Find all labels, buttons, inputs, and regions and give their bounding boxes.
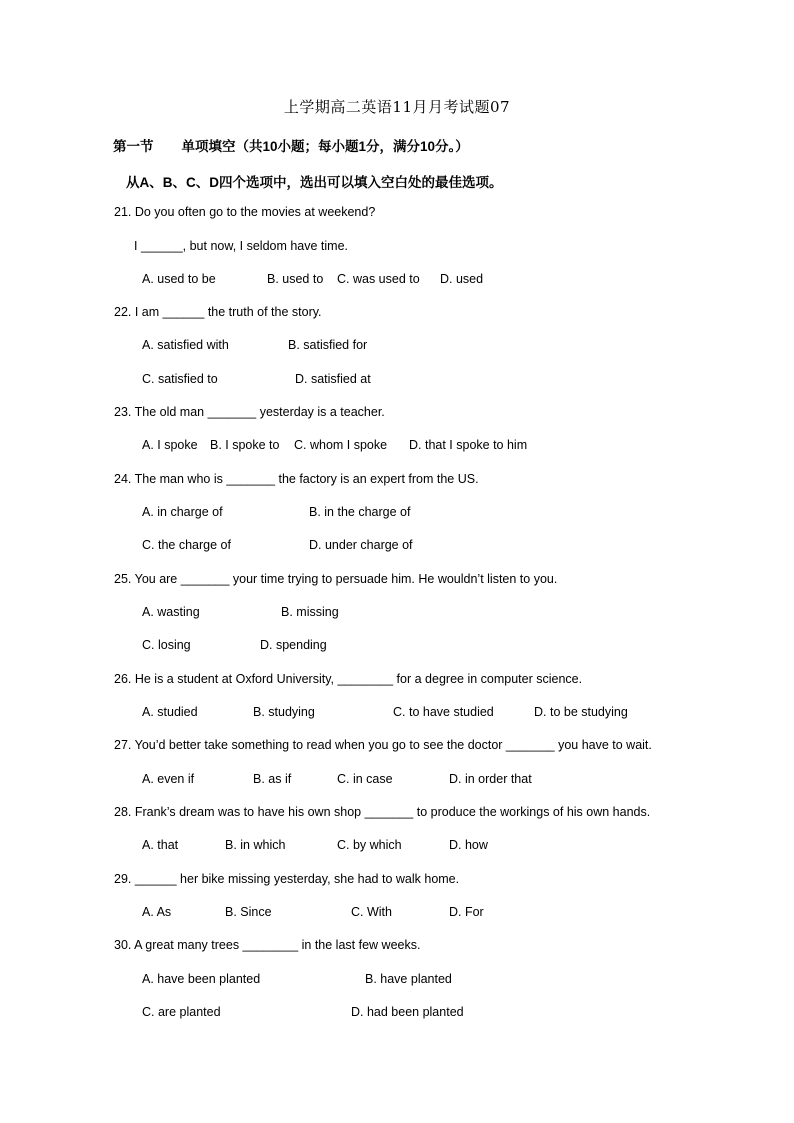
option-22-a[interactable]: A. satisfied with [142, 338, 229, 352]
section-label: 第一节 [113, 139, 154, 154]
option-25-c[interactable]: C. losing [142, 638, 191, 652]
option-24-c[interactable]: C. the charge of [142, 538, 231, 552]
option-30-a[interactable]: A. have been planted [142, 972, 261, 986]
option-25-d[interactable]: D. spending [260, 638, 327, 652]
option-26-a[interactable]: A. studied [142, 705, 198, 719]
option-23-d[interactable]: D. that I spoke to him [409, 438, 528, 452]
option-23-a[interactable]: A. I spoke [142, 438, 198, 452]
option-26-c[interactable]: C. to have studied [393, 705, 494, 719]
option-27-a[interactable]: A. even if [142, 772, 195, 786]
option-25-a[interactable]: A. wasting [142, 605, 200, 619]
option-24-b[interactable]: B. in the charge of [309, 505, 411, 519]
option-24-d[interactable]: D. under charge of [309, 538, 413, 552]
option-23-b[interactable]: B. I spoke to [210, 438, 280, 452]
section-description: 单项填空（共10小题；每小题1分，满分10分。） [181, 139, 469, 154]
option-29-b[interactable]: B. Since [225, 905, 272, 919]
option-21-a[interactable]: A. used to be [142, 272, 216, 286]
question-stem-30: 30. A great many trees ________ in the last few weeks. [114, 938, 421, 952]
question-stem-22: 22. I am ______ the truth of the story. [114, 305, 322, 319]
option-28-b[interactable]: B. in which [225, 838, 286, 852]
option-29-c[interactable]: C. With [351, 905, 392, 919]
option-29-a[interactable]: A. As [142, 905, 172, 919]
option-21-d[interactable]: D. used [440, 272, 484, 286]
option-28-d[interactable]: D. how [449, 838, 488, 852]
option-26-b[interactable]: B. studying [253, 705, 315, 719]
option-28-a[interactable]: A. that [142, 838, 179, 852]
question-stem-23: 23. The old man _______ yesterday is a teacher. [114, 405, 385, 419]
question-stem-29: 29. ______ her bike missing yesterday, she had to walk home. [114, 872, 460, 886]
option-21-c[interactable]: C. was used to [337, 272, 420, 286]
question-stem-21: 21. Do you often go to the movies at weekend? [114, 205, 376, 219]
question-stem-24: 24. The man who is _______ the factory is an expert from the US. [114, 472, 479, 486]
option-22-d[interactable]: D. satisfied at [295, 372, 371, 386]
instructions: 从A、B、C、D四个选项中，选出可以填入空白处的最佳选项。 [126, 175, 503, 190]
option-23-c[interactable]: C. whom I spoke [294, 438, 388, 452]
section-heading [113, 135, 469, 155]
option-29-d[interactable]: D. For [449, 905, 484, 919]
option-30-d[interactable]: D. had been planted [351, 1005, 464, 1019]
option-21-b[interactable]: B. used to [267, 272, 324, 286]
option-27-d[interactable]: D. in order that [449, 772, 532, 786]
option-28-c[interactable]: C. by which [337, 838, 402, 852]
page-title: 上学期高二英语11月月考试题07 [283, 98, 511, 116]
question-stem-26: 26. He is a student at Oxford University, ________ for a degree in computer science. [114, 672, 583, 686]
option-22-b[interactable]: B. satisfied for [288, 338, 368, 352]
option-27-c[interactable]: C. in case [337, 772, 393, 786]
option-27-b[interactable]: B. as if [253, 772, 292, 786]
option-22-c[interactable]: C. satisfied to [142, 372, 218, 386]
question-stem-25: 25. You are _______ your time trying to persuade him. He wouldn’t listen to you. [114, 572, 558, 586]
question-stem-27: 27. You’d better take something to read when you go to see the doctor _______ you have to wait. [114, 738, 652, 752]
question-reply-21: I ______, but now, I seldom have time. [134, 239, 349, 253]
option-25-b[interactable]: B. missing [281, 605, 339, 619]
option-30-b[interactable]: B. have planted [365, 972, 452, 986]
option-26-d[interactable]: D. to be studying [534, 705, 628, 719]
question-stem-28: 28. Frank’s dream was to have his own shop _______ to produce the workings of his own hands. [114, 805, 651, 819]
option-30-c[interactable]: C. are planted [142, 1005, 221, 1019]
option-24-a[interactable]: A. in charge of [142, 505, 223, 519]
